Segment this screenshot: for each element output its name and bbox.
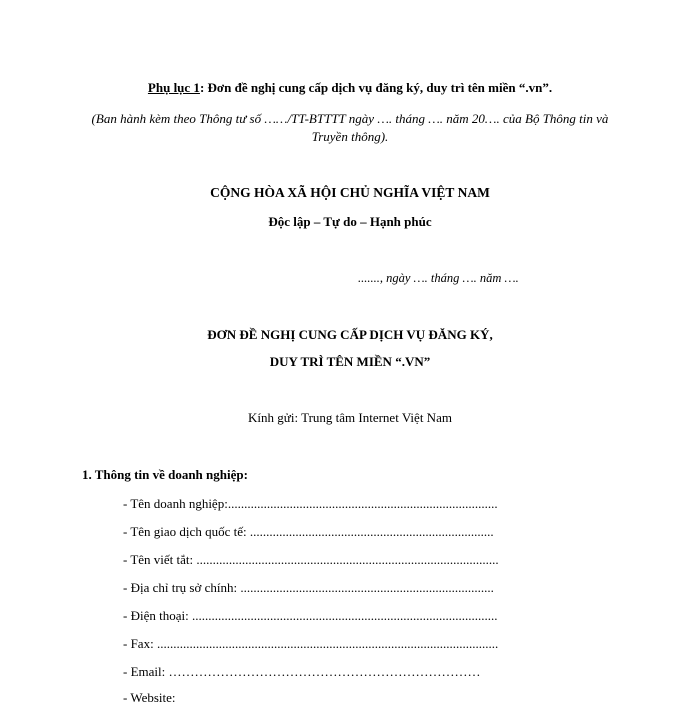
field-website: - Website:: [123, 690, 176, 705]
appendix-heading: [0, 80, 700, 96]
form-title-line-2: DUY TRÌ TÊN MIỀN “.VN”: [269, 354, 431, 369]
form-title-line-1: ĐƠN ĐỀ NGHỊ CUNG CẤP DỊCH VỤ ĐĂNG KÝ,: [207, 327, 493, 342]
section-1-heading: 1. Thông tin về doanh nghiệp:: [82, 467, 248, 482]
national-name: CỘNG HÒA XÃ HỘI CHỦ NGHĨA VIỆT NAM: [210, 185, 490, 200]
recipient-line: Kính gửi: Trung tâm Internet Việt Nam: [248, 410, 452, 425]
appendix-label: Phụ lục 1: [147, 80, 200, 95]
appendix-title: : Đơn đề nghị cung cấp dịch vụ đăng ký, duy trì tên miền “.vn”.: [199, 80, 553, 95]
issued-note: (Ban hành kèm theo Thông tư số ……/TT-BTTTT ngày …. tháng …. năm 20…. của Bộ Thông tin và Truyền thông).: [91, 111, 609, 144]
field-head-office-address: - Địa chỉ trụ sở chính: ..............................................................................: [123, 580, 494, 595]
dateline: ......., ngày …. tháng …. năm ….: [358, 271, 519, 285]
field-company-name: - Tên doanh nghiệp:...................................................................................: [123, 496, 498, 511]
field-international-name: - Tên giao dịch quốc tế: ...........................................................................: [123, 524, 494, 539]
field-phone: - Điện thoại: ..............................................................................................: [123, 608, 498, 623]
field-fax: - Fax: .........................................................................................................: [123, 636, 499, 651]
field-email: - Email: ………………………………………………………………: [123, 664, 481, 679]
field-abbreviation: - Tên viết tắt: .............................................................................................: [123, 552, 499, 567]
national-motto: Độc lập – Tự do – Hạnh phúc: [268, 214, 432, 229]
